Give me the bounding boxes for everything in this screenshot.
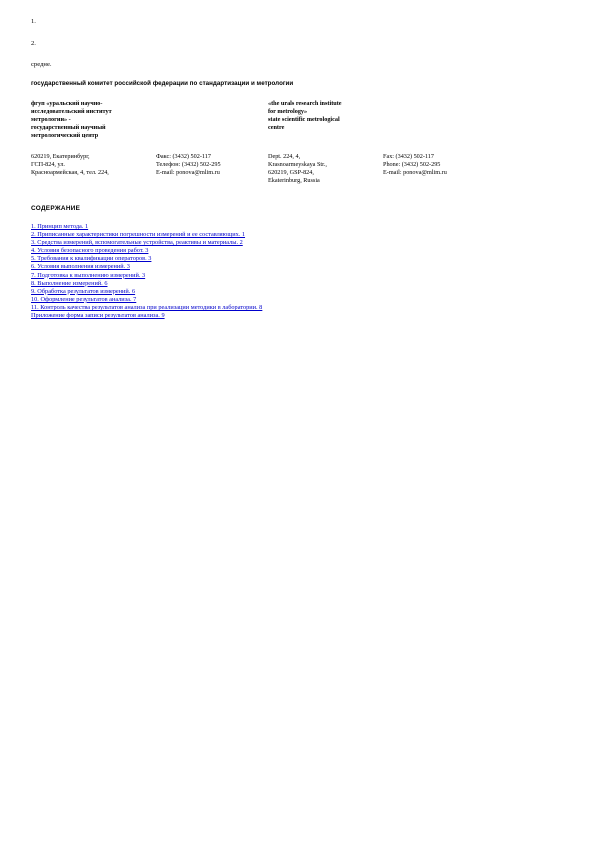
toc-link[interactable]: 8. Выполнение измерений. 6: [31, 279, 108, 287]
institute-en-name-line: «the urals research institute: [268, 100, 342, 107]
toc-link[interactable]: 5. Требования к квалификации операторов. 3: [31, 255, 152, 263]
toc-link[interactable]: 7. Подготовка к выполнению измерений. 3: [31, 271, 146, 279]
institute-ru-name-line: метрологии» -: [31, 115, 71, 123]
toc-item: [31, 296, 262, 304]
toc-link[interactable]: Приложение форма записи результатов анализа. 9: [31, 312, 165, 320]
toc-link[interactable]: 1. Принцип метода. 1: [31, 223, 89, 230]
en-contact-line: Phone: (3432) 502-295: [383, 160, 441, 168]
toc-item: [31, 263, 262, 271]
ru-address-line: Красноармейская, 4, тел. 224,: [31, 168, 109, 176]
ru-contact-line: E-mail: ponova@mlim.ru: [156, 168, 220, 176]
institute-ru-address: [31, 153, 109, 177]
word-line: средне.: [31, 61, 52, 68]
institute-ru-contacts: [156, 153, 221, 177]
toc-link[interactable]: 10. Оформление результатов анализа. 7: [31, 295, 137, 303]
ru-contact-line: Факс: (3432) 502-117: [156, 153, 211, 160]
toc-link[interactable]: 2. Приписанные характеристики погрешности измерений и ее составляющих. 1: [31, 231, 246, 239]
ru-address-line: ГСП-824, ул.: [31, 160, 65, 168]
institute-en-name-line: centre: [268, 123, 285, 131]
institute-ru-name-line: исследовательский институт: [31, 107, 112, 115]
toc-item: [31, 223, 262, 231]
en-address-line: Ekaterinburg, Russia: [268, 176, 320, 184]
toc-item: [31, 288, 262, 296]
toc-item: [31, 231, 262, 239]
toc-link[interactable]: 11. Контроль качества результатов анализа при реализации методики в лаборатории. 8: [31, 303, 263, 311]
toc-item: [31, 312, 262, 320]
toc-item: [31, 272, 262, 280]
institute-ru-name-line: метрологический центр: [31, 131, 99, 139]
institute-en-name: [268, 100, 342, 132]
toc-list: [31, 223, 262, 320]
ru-contact-line: Телефон: (3432) 502-295: [156, 160, 221, 168]
toc-link[interactable]: 6. Условия выполнения измерений. 3: [31, 263, 130, 271]
toc-link[interactable]: 4. Условия безопасного проведения работ. 3: [31, 247, 149, 255]
toc-heading: СОДЕРЖАНИЕ: [31, 205, 81, 212]
ru-address-line: 620219, Екатеринбург,: [31, 153, 90, 160]
toc-link[interactable]: 3. Средства измерений, вспомогательные устройства, реактивы и материалы. 2: [31, 239, 243, 247]
en-address-line: Dept. 224, 4,: [268, 153, 301, 160]
institute-en-name-line: for metrology»: [268, 107, 308, 115]
toc-item: [31, 247, 262, 255]
committee-title: государственный комитет российской федерации по стандартизации и метрологии: [31, 80, 294, 87]
en-contact-line: E-mail: ponova@mlim.ru: [383, 168, 447, 176]
institute-ru-name: [31, 100, 112, 140]
en-address-line: 620219, GSP-824,: [268, 168, 314, 176]
toc-link[interactable]: 9. Обработка результатов измерений. 6: [31, 287, 136, 295]
institute-en-contacts: [383, 153, 447, 177]
numbered-line-2: 2.: [31, 40, 36, 47]
en-address-line: Krasnoarmeyskaya Str.,: [268, 160, 327, 168]
toc-item: [31, 280, 262, 288]
institute-ru-name-line: фгуп «уральский научно-: [31, 100, 103, 107]
institute-ru-name-line: государственный научный: [31, 123, 106, 131]
numbered-line-1: 1.: [31, 18, 36, 25]
institute-en-name-line: state scientific metrological: [268, 115, 340, 123]
en-contact-line: Fax: (3432) 502-117: [383, 153, 434, 160]
toc-item: [31, 255, 262, 263]
toc-item: [31, 304, 262, 312]
institute-en-address: [268, 153, 327, 185]
toc-item: [31, 239, 262, 247]
